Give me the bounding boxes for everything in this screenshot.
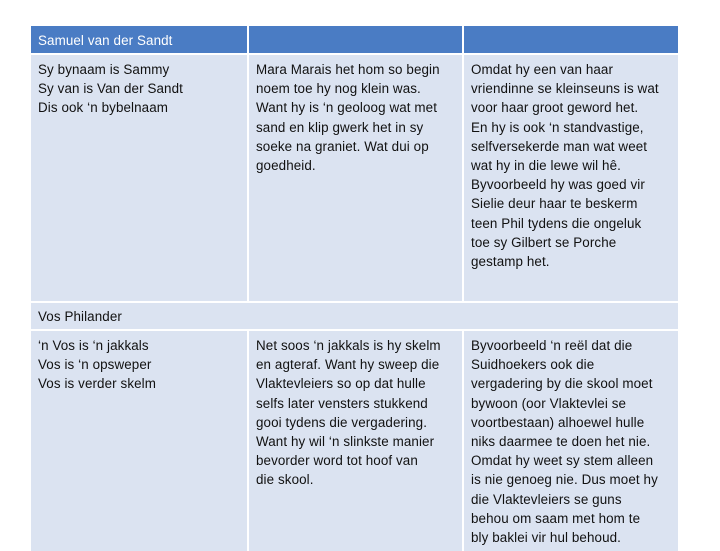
- table-cell: Byvoorbeeld ‘n reël dat die Suidhoekers ook die vergadering by die skool moet bywoon (oor Vlaktevlei se voortbestaan) alhoewel hulle niks daarmee te doen het nie. Omdat hy weet sy stem alleen is nie genoeg nie. Dus moet hy die Vlaktevleiers se guns behou om saam met hom te bly baklei vir hul behoud.: [462, 331, 678, 551]
- table-cell: Net soos ‘n jakkals is hy skelm en agteraf. Want hy sweep die Vlaktevleiers so op dat hulle selfs later vensters stukkend gooi tydens die vergadering. Want hy wil ‘n slinkste manier bevorder word tot hoof van die skool.: [247, 331, 462, 551]
- table-cell: Sy bynaam is Sammy Sy van is Van der Sandt Dis ook ‘n bybelnaam: [38, 62, 183, 116]
- table-row: [31, 53, 678, 301]
- header-cell: [462, 26, 678, 53]
- section-row: [31, 301, 678, 329]
- table-cell: Mara Marais het hom so begin noem toe hy nog klein was. Want hy is ‘n geoloog wat met sand en klip gwerk het in sy soeke na graniet. Wat dui op goedheid.: [247, 55, 462, 301]
- table-row: [31, 329, 678, 551]
- header-cell: Samuel van der Sandt: [38, 33, 173, 48]
- table-cell: Omdat hy een van haar vriendinne se kleinseuns is wat voor haar groot geword het. En hy is ook ‘n standvastige, selfversekerde man wat weet wat hy in die lewe wil hê. Byvoorbeeld hy was goed vir Sielie deur haar te beskerm teen Phil tydens die ongeluk toe sy Gilbert se Porche gestamp het.: [462, 55, 678, 301]
- table-cell: ‘n Vos is ‘n jakkals Vos is ‘n opsweper Vos is verder skelm: [38, 338, 156, 392]
- table-cell: [247, 303, 678, 329]
- header-cell: [247, 26, 462, 53]
- table-header-row: [31, 26, 678, 53]
- section-title: Vos Philander: [38, 309, 122, 324]
- name-meaning-table: [31, 26, 678, 551]
